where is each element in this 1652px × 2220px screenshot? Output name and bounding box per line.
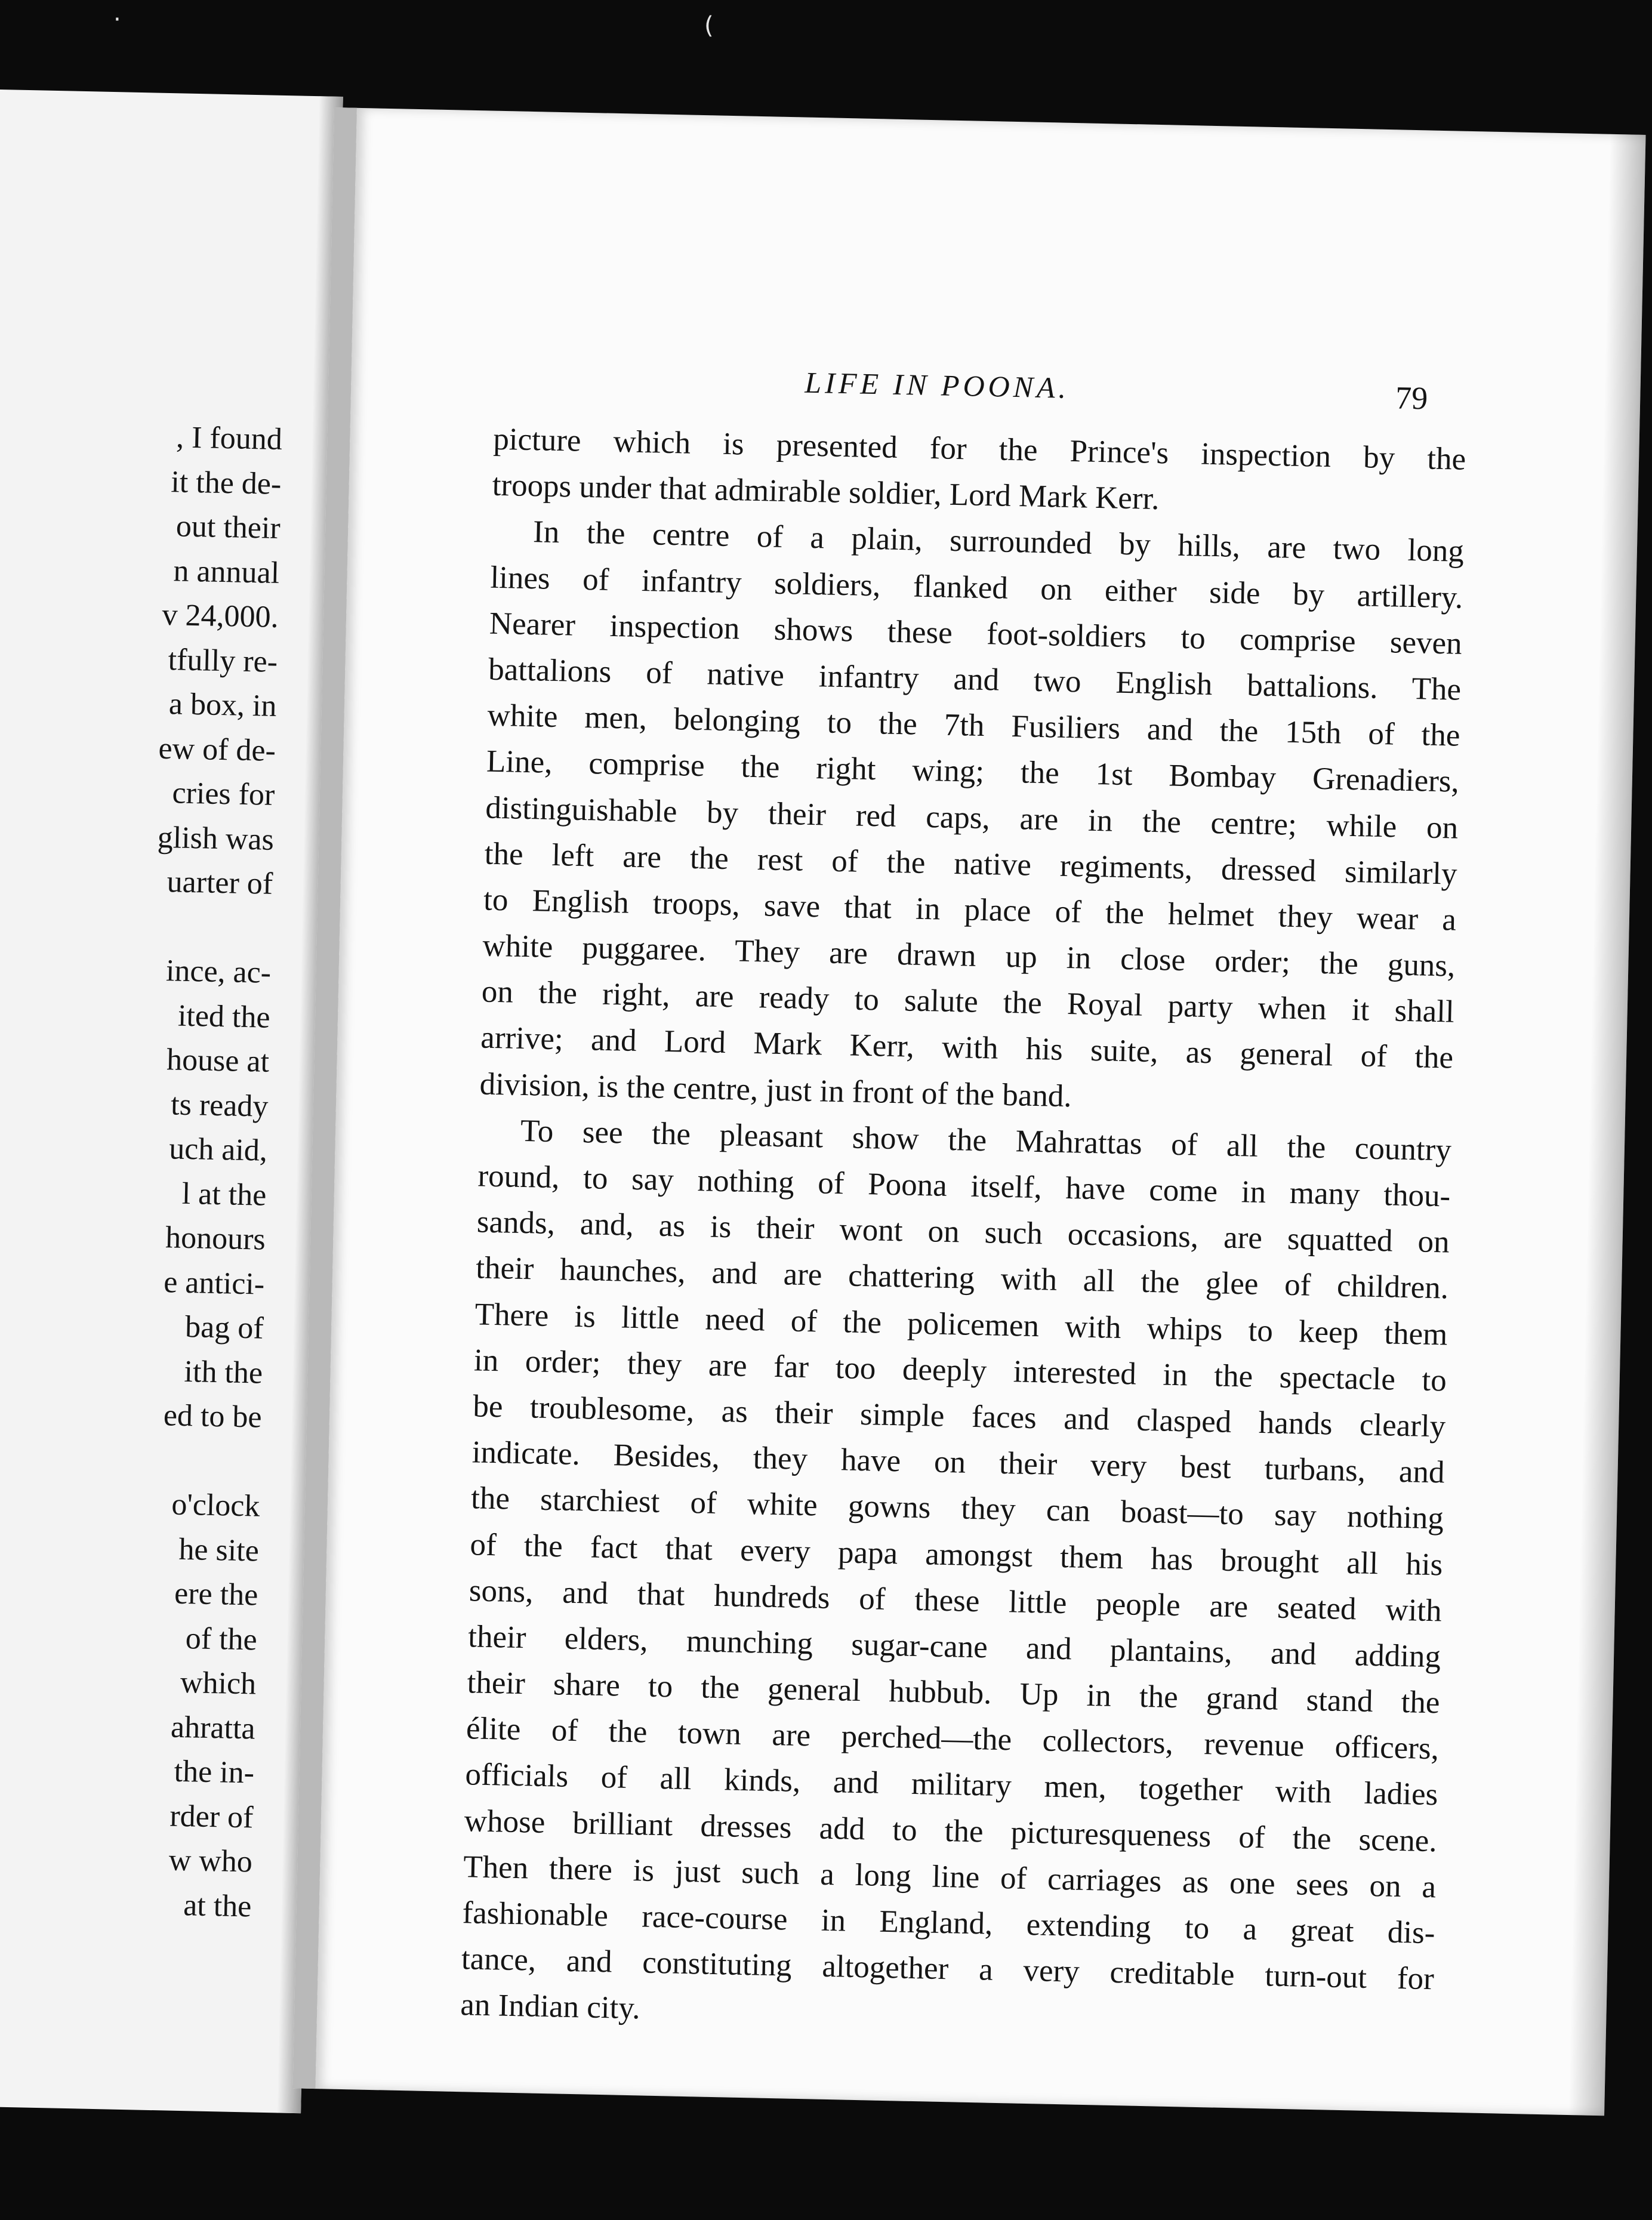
text-line: tance, and constituting altogether a very creditable turn-out for — [461, 1941, 1435, 1997]
text-line: Then there is just such a long line of carriages as one sees on a — [463, 1849, 1437, 1905]
text-line: élite of the town are perched—the collectors, revenue officers, — [466, 1711, 1440, 1766]
text-line: troops under that admirable soldier, Lord Mark Kerr. — [492, 467, 1160, 517]
text-line: sons, and that hundreds of these little people are seated with — [469, 1572, 1443, 1629]
scan-speck-mark: · — [113, 6, 121, 33]
left-page-line: ere the — [174, 1576, 258, 1612]
text-line: of the fact that every papa amongst them has brought all his — [470, 1527, 1443, 1582]
text-line: be troublesome, as their simple faces and clasped hands clearly — [472, 1389, 1446, 1444]
text-line: indicate. Besides, they have on their very best turbans, and — [471, 1435, 1446, 1490]
text-line: To see the pleasant show the Mahrattas of all the country — [520, 1113, 1452, 1168]
text-line: fashionable race-course in England, extending to a great dis- — [462, 1895, 1435, 1951]
left-page — [0, 90, 343, 2113]
left-page-line: it the de- — [170, 464, 282, 501]
text-line: In the centre of a plain, surrounded by hills, are two long — [532, 514, 1465, 569]
text-line: division, is the centre, just in front of the band. — [479, 1066, 1072, 1114]
left-page-line — [0, 1434, 261, 1485]
scan-speck-mark: ( — [704, 12, 714, 39]
left-page-line: rder of — [169, 1799, 254, 1835]
left-page-line: , I found — [175, 420, 283, 457]
left-page-line: uarter of — [167, 865, 273, 901]
left-page-line: ed to be — [163, 1398, 263, 1435]
text-line: round, to say nothing of Poona itself, have come in many thou- — [477, 1158, 1451, 1214]
left-page-line: a box, in — [168, 687, 278, 723]
left-page-line: ts ready — [170, 1087, 269, 1124]
left-page-line: house at — [166, 1043, 270, 1079]
left-page-text-column — [0, 412, 283, 1929]
text-line: the left are the rest of the native regiments, dressed similarly — [484, 836, 1458, 892]
left-page-line: glish was — [157, 820, 275, 857]
left-page-line: ited the — [177, 998, 271, 1035]
text-line: to English troops, save that in place of the helmet they wear a — [483, 882, 1457, 938]
text-line: lines of infantry soldiers, flanked on either side by artillery. — [489, 560, 1463, 615]
text-line: their haunches, and are chattering with all the glee of children. — [475, 1250, 1449, 1306]
left-page-line: ew of de- — [158, 731, 276, 768]
body-text — [460, 417, 1466, 2049]
text-line: picture which is presented for the Prince's inspection by the — [492, 421, 1466, 477]
text-line: officials of all kinds, and military men, together with ladies — [464, 1757, 1438, 1812]
left-page-line: w who — [168, 1843, 253, 1879]
text-line: Nearer inspection shows these foot-soldiers to comprise seven — [489, 606, 1463, 661]
left-page-line: at the — [183, 1888, 252, 1923]
left-page-line: ahratta — [170, 1710, 256, 1746]
page-number: 79 — [1395, 380, 1428, 417]
text-line: battalions of native infantry and two English battalions. The — [488, 652, 1462, 707]
text-line: an Indian city. — [460, 1987, 641, 2026]
text-line: the starchiest of white gowns they can boast—to say nothing — [470, 1481, 1444, 1536]
text-line: whose brilliant dresses add to the picturesqueness of the scene. — [464, 1803, 1438, 1858]
right-page — [292, 107, 1645, 2116]
text-line: white puggaree. They are drawn up in close order; the guns, — [482, 928, 1456, 983]
left-page-line: the in- — [174, 1754, 255, 1790]
left-page-line: which — [180, 1665, 257, 1701]
left-page-line: ince, ac- — [165, 954, 272, 990]
left-page-line: of the — [185, 1621, 258, 1657]
left-page-line: cries for — [171, 776, 275, 812]
left-page-line: l at the — [181, 1176, 267, 1213]
left-page-line: o'clock — [171, 1487, 260, 1524]
left-page-line — [0, 901, 272, 951]
text-line: their elders, munching sugar-cane and plantains, and adding — [467, 1619, 1441, 1675]
left-page-line: honours — [165, 1220, 266, 1257]
text-line: their share to the general hubbub. Up in the grand stand the — [467, 1665, 1441, 1720]
text-line: Line, comprise the right wing; the 1st Bombay Grenadiers, — [486, 744, 1460, 800]
text-line: in order; they are far too deeply interested in the spectacle to — [473, 1343, 1447, 1398]
left-page-line: bag of — [184, 1309, 264, 1346]
left-page-line: e antici- — [163, 1265, 265, 1302]
text-line: white men, belonging to the 7th Fusiliers and the 15th of the — [487, 698, 1460, 753]
left-page-line: ith the — [184, 1354, 263, 1390]
left-page-line: tfully re- — [168, 642, 278, 679]
left-page-line: v 24,000. — [162, 597, 279, 634]
text-line: There is little need of the policemen with whips to keep them — [474, 1296, 1448, 1352]
left-page-line: he site — [178, 1532, 260, 1568]
text-line: distinguishable by their red caps, are in the centre; while on — [485, 790, 1459, 846]
text-line: on the right, are ready to salute the Royal party when it shall — [481, 974, 1455, 1029]
text-line: arrive; and Lord Mark Kerr, with his suite, as general of the — [480, 1020, 1454, 1076]
text-line: sands, and, as is their wont on such occasions, are squatted on — [476, 1204, 1450, 1260]
left-page-line: n annual — [172, 553, 280, 590]
running-head: LIFE IN POONA. — [804, 365, 1070, 405]
left-page-line: out their — [175, 509, 281, 545]
left-page-line: uch aid, — [168, 1131, 268, 1168]
